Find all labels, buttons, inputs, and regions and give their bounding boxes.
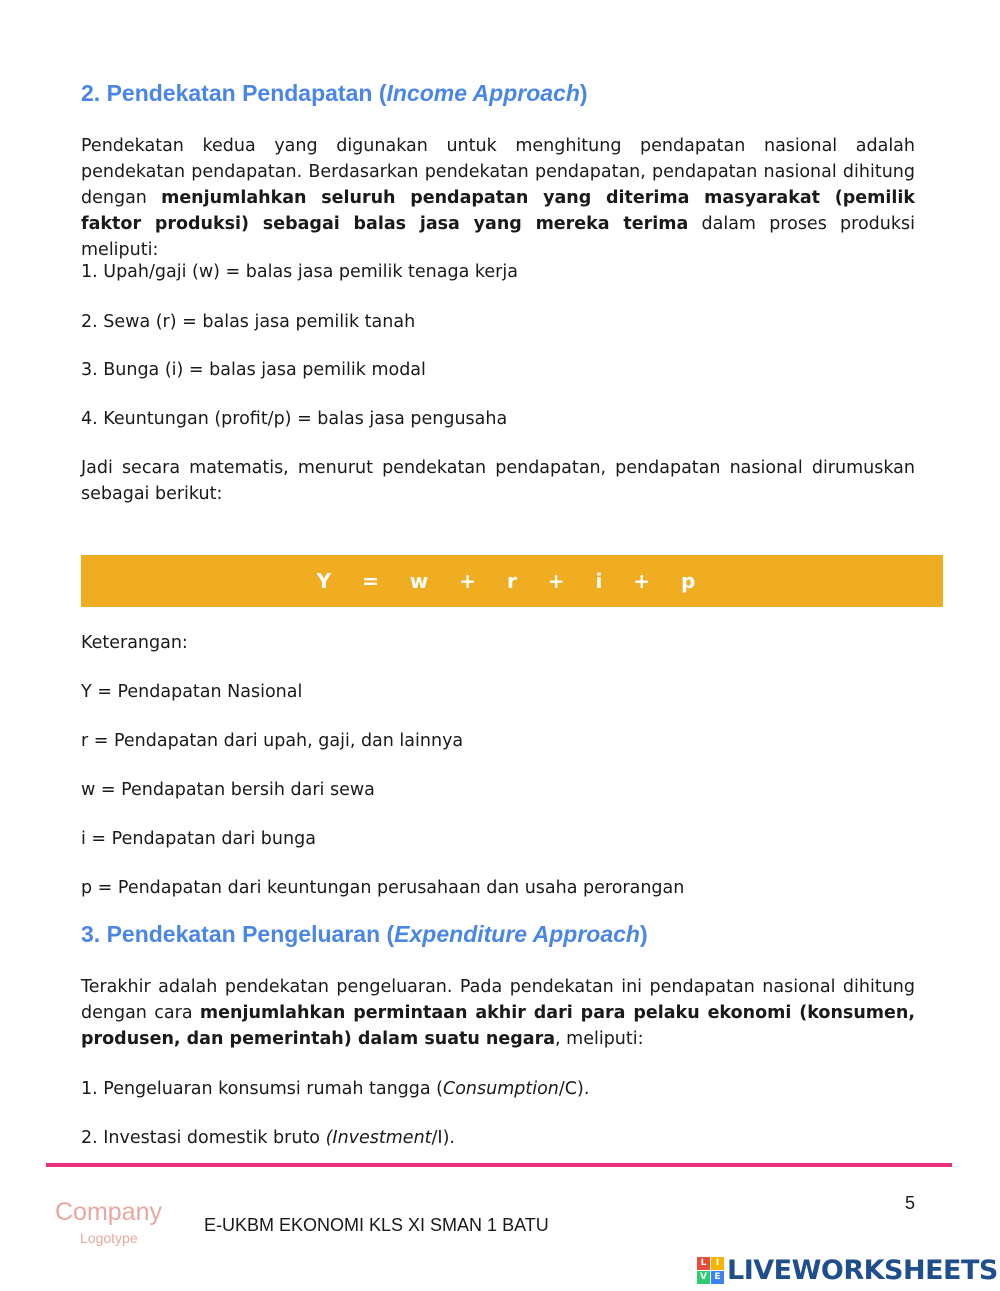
legend-item: Y = Pendapatan Nasional xyxy=(81,682,303,702)
footer-divider xyxy=(46,1163,952,1167)
income-item-4: 4. Keuntungan (profit/p) = balas jasa pengusaha xyxy=(81,409,508,429)
keterangan-label: Keterangan: xyxy=(81,633,188,653)
live-icon-letter: E xyxy=(711,1271,724,1284)
legend-item: r = Pendapatan dari upah, gaji, dan lainnya xyxy=(81,731,464,751)
section-3-intro: Terakhir adalah pendekatan pengeluaran. Pada pendekatan ini pendapatan nasional dihitung dengan cara menjumlahkan permintaan akhir dari para pelaku ekonomi (konsumen, produsen, dan pemerintah) dalam suatu negara, meliputi: xyxy=(81,977,915,1049)
live-icon-letter: L xyxy=(697,1257,710,1270)
company-logo-text: Company xyxy=(55,1198,162,1226)
income-item-1: 1. Upah/gaji (w) = balas jasa pemilik tenaga kerja xyxy=(81,262,518,282)
expenditure-item-2: 2. Investasi domestik bruto (Investment/I). xyxy=(81,1128,455,1148)
liveworksheets-wordmark: LIVEWORKSHEETS xyxy=(727,1254,998,1286)
income-item-2: 2. Sewa (r) = balas jasa pemilik tanah xyxy=(81,312,416,332)
math-intro: Jadi secara matematis, menurut pendekatan pendapatan, pendapatan nasional dirumuskan sebagai berikut: xyxy=(81,458,915,504)
footer-title: E-UKBM EKONOMI KLS XI SMAN 1 BATU xyxy=(204,1215,549,1235)
live-icon-letter: I xyxy=(711,1257,724,1270)
formula-banner: Y = w + r + i + p xyxy=(81,555,943,607)
legend-item: w = Pendapatan bersih dari sewa xyxy=(81,780,375,800)
section-2-intro: Pendekatan kedua yang digunakan untuk menghitung pendapatan nasional adalah pendekatan pendapatan. Berdasarkan pendekatan pendapatan, pendapatan nasional dihitung dengan menjumlahkan seluruh pendapatan yang diterima masyarakat (pemilik faktor produksi) sebagai balas jasa yang mereka terima dalam proses produksi meliputi: xyxy=(81,136,916,260)
live-icon-letter: V xyxy=(697,1271,710,1284)
page-number: 5 xyxy=(905,1193,916,1213)
income-item-3: 3. Bunga (i) = balas jasa pemilik modal xyxy=(81,360,426,380)
legend-item: i = Pendapatan dari bunga xyxy=(81,829,316,849)
section-3-heading: 3. Pendekatan Pengeluaran (Expenditure Approach) xyxy=(81,921,648,947)
legend-item: p = Pendapatan dari keuntungan perusahaan dan usaha perorangan xyxy=(81,878,685,898)
expenditure-item-1: 1. Pengeluaran konsumsi rumah tangga (Consumption/C). xyxy=(81,1079,590,1099)
logotype-text: Logotype xyxy=(80,1230,138,1246)
liveworksheets-logo[interactable] xyxy=(697,1253,998,1287)
section-2-heading: 2. Pendekatan Pendapatan (Income Approach) xyxy=(81,80,588,106)
live-icon xyxy=(697,1257,724,1284)
